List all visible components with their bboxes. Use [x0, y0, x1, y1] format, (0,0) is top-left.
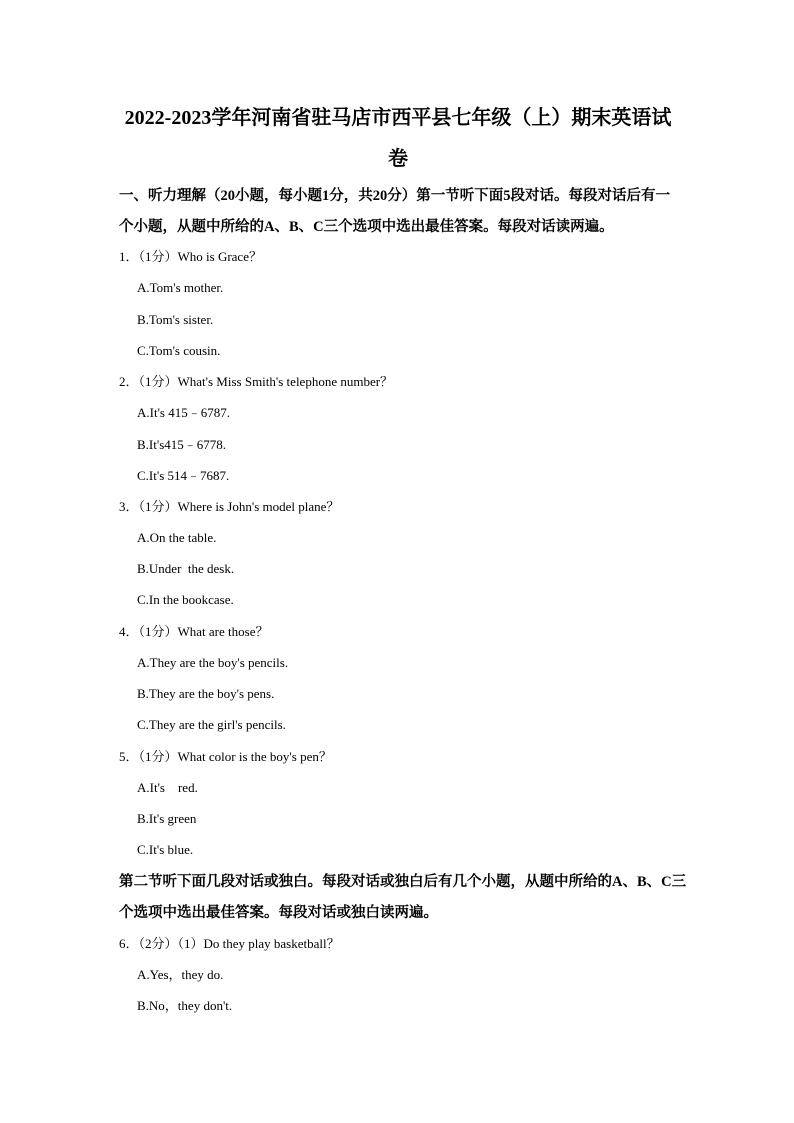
exam-title-line2: 卷 — [388, 148, 408, 170]
section2-instructions-line1: 第二节听下面几段对话或独白。每段对话或独白后有几个小题，从题中所给的A、B、C三 — [119, 874, 687, 890]
answer-option: B.Under the desk. — [137, 561, 235, 576]
question-stem: 1．（1分）Who is Grace？ — [119, 249, 262, 264]
answer-option: B.It's415﹣6778. — [137, 437, 227, 452]
exam-title-line1: 2022-2023学年河南省驻马店市西平县七年级（上）期末英语试 — [124, 107, 672, 129]
answer-option: C.Tom's cousin. — [137, 343, 221, 358]
answer-option: A.Yes，they do. — [137, 967, 224, 982]
answer-option: C.In the bookcase. — [137, 592, 234, 607]
answer-option: B.They are the boy's pens. — [137, 686, 275, 701]
answer-option: A.It's 415﹣6787. — [137, 405, 230, 420]
question-stem: 6．（2分）（1）Do they play basketball？ — [119, 936, 340, 951]
question-stem: 4．（1分）What are those？ — [119, 624, 269, 639]
question-stem: 3．（1分）Where is John's model plane？ — [119, 499, 340, 514]
answer-option: B.It's green — [137, 811, 197, 826]
answer-option: C.It's 514﹣7687. — [137, 468, 230, 483]
answer-option: A.Tom's mother. — [137, 280, 224, 295]
section2-instructions-line2: 个选项中选出最佳答案。每段对话或独白读两遍。 — [119, 905, 438, 921]
question-stem: 5．（1分）What color is the boy's pen？ — [119, 749, 332, 764]
section1-instructions-line2: 个小题，从题中所给的A、B、C三个选项中选出最佳答案。每段对话读两遍。 — [119, 219, 614, 235]
section1-instructions-line1: 一、听力理解（20小题，每小题1分，共20分）第一节听下面5段对话。每段对话后有一 — [119, 188, 670, 204]
answer-option: C.It's blue. — [137, 842, 194, 857]
answer-option: A.They are the boy's pencils. — [137, 655, 289, 670]
answer-option: A.On the table. — [137, 530, 217, 545]
question-stem: 2．（1分）What's Miss Smith's telephone number？ — [119, 374, 394, 389]
answer-option: B.Tom's sister. — [137, 312, 214, 327]
answer-option: C.They are the girl's pencils. — [137, 717, 286, 732]
answer-option: A.It's red. — [137, 780, 198, 795]
answer-option: B.No，they don't. — [137, 998, 233, 1013]
